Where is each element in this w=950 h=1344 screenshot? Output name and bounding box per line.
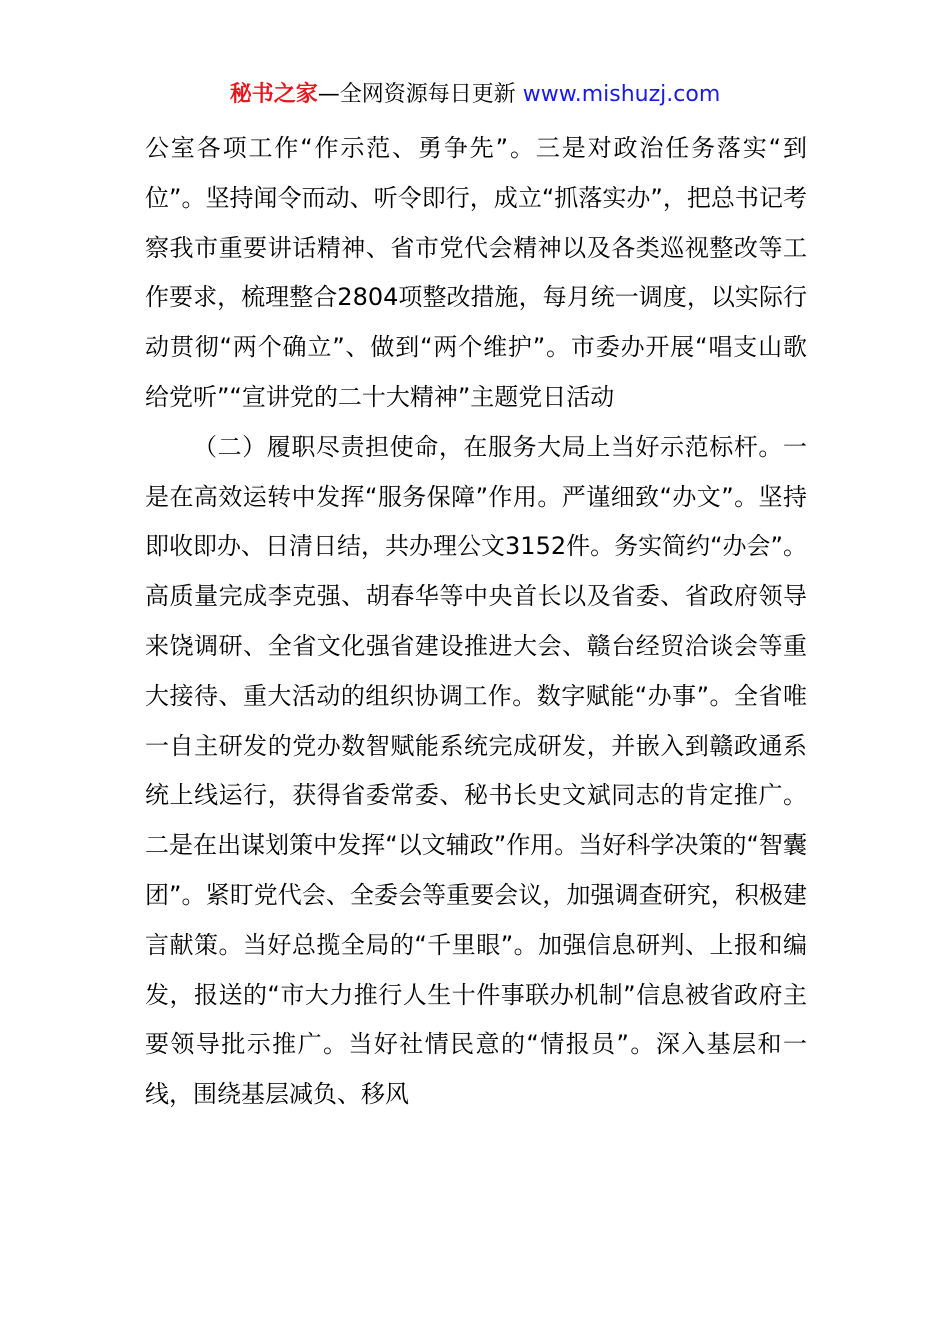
paragraph-section-two: （二）履职尽责担使命，在服务大局上当好示范标杆。一是在高效运转中发挥“服务保障”作用。严谨细致“办文”。坚持即收即办、日清日结，共办理公文3152件。务实简约“办会”。高质量完成李克强、胡春华等中央首长以及省委、省政府领导来饶调研、全省文化强省建设推进大会、赣台经贸洽谈会等重大接待、重大活动的组织协调工作。数字赋能“办事”。全省唯一自主研发的党办数智赋能系统完成研发，并嵌入到赣政通系统上线运行，获得省委常委、秘书长史文斌同志的肯定推广。二是在出谋划策中发挥“以文辅政”作用。当好科学决策的“智囊团”。紧盯党代会、全委会等重要会议，加强调查研究，积极建言献策。当好总揽全局的“千里眼”。加强信息研判、上报和编发，报送的“市大力推行人生十件事联办机制”信息被省政府主要领导批示推广。当好社情民意的“情报员”。深入基层和一线，围绕基层减负、移风 xyxy=(145,432,807,1109)
paragraph-continuation: 公室各项工作“作示范、勇争先”。三是对政治任务落实“到位”。坚持闻令而动、听令即行，成立“抓落实办”，把总书记考察我市重要讲话精神、省市党代会精神以及各类巡视整改等工作要求，梳理整合2804项整改措施，每月统一调度，以实际行动贯彻“两个确立”、做到“两个维护”。市委办开展“唱支山歌给党听”“宣讲党的二十大精神”主题党日活动 xyxy=(145,134,807,411)
page-header xyxy=(0,78,950,112)
brand-name: 秘书之家 xyxy=(229,82,318,107)
site-url-link[interactable]: www.mishuzj.com xyxy=(522,82,721,107)
document-body xyxy=(145,124,807,1120)
header-tagline: —全网资源每日更新 xyxy=(317,82,516,107)
